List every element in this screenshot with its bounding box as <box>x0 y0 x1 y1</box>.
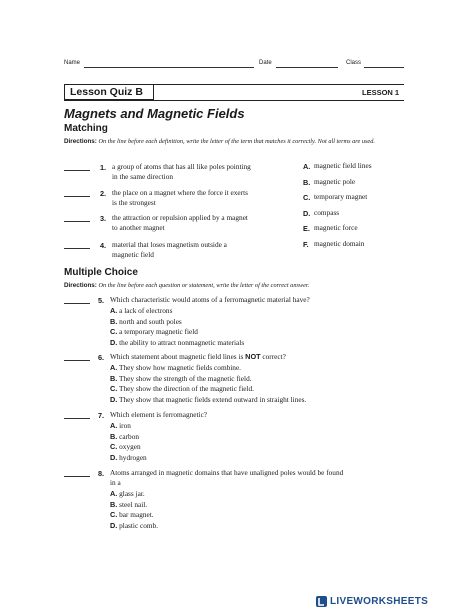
answer-blank[interactable] <box>64 221 90 222</box>
answer-option: C. oxygen <box>110 442 141 451</box>
question-text: Which characteristic would atoms of a ferromagnetic material have? <box>110 295 310 304</box>
name-label: Name <box>64 60 81 66</box>
answer-option: A. a lack of electrons <box>110 306 173 315</box>
term-letter: B. <box>303 177 311 187</box>
matching-directions: Directions: On the line before each definition, write the letter of the term that matches it correctly. Not all terms are used. <box>64 138 375 145</box>
answer-blank[interactable] <box>64 418 90 419</box>
term-text: magnetic field lines <box>314 161 372 170</box>
answer-option: A. iron <box>110 421 131 430</box>
item-definition: a group of atoms that has all like poles pointing <box>112 162 251 171</box>
answer-option: D. They show that magnetic fields extend outward in straight lines. <box>110 394 307 404</box>
answer-blank[interactable] <box>64 303 90 304</box>
class-field[interactable] <box>364 67 404 68</box>
term-letter: A. <box>303 162 311 171</box>
answer-blank[interactable] <box>64 170 90 171</box>
item-definition: the attraction or repulsion applied by a magnet <box>112 213 248 222</box>
answer-option: A. They show how magnetic fields combine. <box>110 363 242 372</box>
lesson-label: LESSON 1 <box>362 88 400 97</box>
term-text: magnetic pole <box>314 176 356 186</box>
question-text: Which statement about magnetic field lines is NOT correct? <box>110 352 286 361</box>
answer-blank[interactable] <box>64 476 90 477</box>
matching-heading: Matching <box>64 123 108 134</box>
item-number: 4. <box>100 241 107 250</box>
question-number: 5. <box>98 296 105 305</box>
answer-option: B. steel nail. <box>110 499 148 509</box>
term-text: magnetic force <box>314 223 358 232</box>
date-label: Date <box>259 60 272 66</box>
term-text: magnetic domain <box>314 238 365 248</box>
quiz-label: Lesson Quiz B <box>70 86 143 98</box>
answer-option: B. They show the strength of the magnetic field. <box>110 373 252 383</box>
page-title: Magnets and Magnetic Fields <box>64 106 245 121</box>
term-letter: E. <box>303 224 310 233</box>
question-number: 8. <box>98 469 105 478</box>
answer-blank[interactable] <box>64 248 90 249</box>
item-definition: magnetic field <box>112 250 154 259</box>
term-letter: F. <box>303 239 309 249</box>
question-text: Atoms arranged in magnetic domains that have unaligned poles would be found <box>110 468 344 477</box>
multiple-choice-heading: Multiple Choice <box>64 267 138 278</box>
answer-option: C. bar magnet. <box>110 510 154 519</box>
item-number: 1. <box>100 163 107 172</box>
item-definition: in the same direction <box>112 172 173 181</box>
question-text-continued: in a <box>110 478 121 487</box>
answer-blank[interactable] <box>64 196 90 197</box>
answer-option: C. They show the direction of the magnetic field. <box>110 384 254 393</box>
item-number: 2. <box>100 189 107 198</box>
answer-option: C. a temporary magnetic field <box>110 327 198 336</box>
answer-option: D. hydrogen <box>110 452 147 462</box>
item-definition: is the strongest <box>112 198 156 207</box>
question-number: 6. <box>98 353 105 362</box>
name-field[interactable] <box>84 67 254 68</box>
item-number: 3. <box>100 214 107 223</box>
item-definition: to another magnet <box>112 223 165 232</box>
term-text: compass <box>314 207 340 217</box>
liveworksheets-logo: LIVEWORKSHEETS <box>330 596 429 607</box>
liveworksheets-logo-icon <box>316 596 327 607</box>
answer-option: D. plastic comb. <box>110 520 159 530</box>
answer-option: B. carbon <box>110 431 139 441</box>
term-letter: D. <box>303 208 311 218</box>
answer-option: D. the ability to attract nonmagnetic materials <box>110 337 245 347</box>
answer-option: A. glass jar. <box>110 489 145 498</box>
multiple-choice-directions: Directions: On the line before each question or statement, write the letter of the correct answer. <box>64 282 310 289</box>
class-label: Class <box>346 60 362 66</box>
term-letter: C. <box>303 193 311 202</box>
item-definition: material that loses magnetism outside a <box>112 240 227 249</box>
term-text: temporary magnet <box>314 192 368 201</box>
date-field[interactable] <box>276 67 338 68</box>
item-definition: the place on a magnet where the force it exerts <box>112 188 248 197</box>
question-text: Which element is ferromagnetic? <box>110 410 208 419</box>
answer-option: B. north and south poles <box>110 316 182 326</box>
answer-blank[interactable] <box>64 360 90 361</box>
bottom-rule <box>64 100 404 101</box>
question-number: 7. <box>98 411 105 420</box>
